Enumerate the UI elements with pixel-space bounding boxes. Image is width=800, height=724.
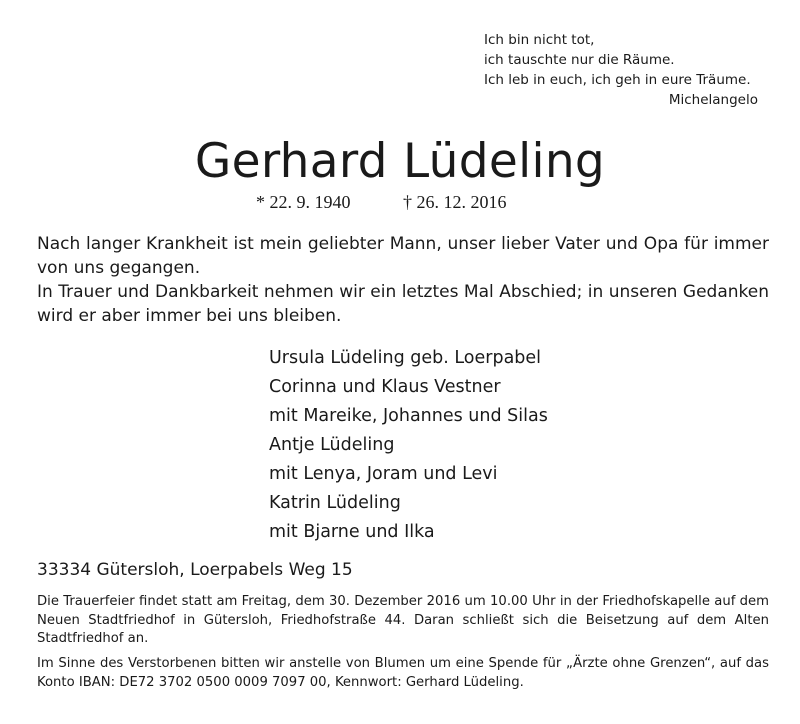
- life-dates: [256, 192, 507, 213]
- mourner-group: [269, 344, 548, 373]
- quote-author: Michelangelo: [668, 92, 758, 108]
- mourners-list: [269, 344, 548, 547]
- mourner-group: [269, 489, 548, 547]
- quote-line: Ich bin nicht tot,: [484, 32, 595, 48]
- announcement-text: [37, 232, 769, 328]
- quote-line: ich tauschte nur die Räume.: [484, 52, 675, 68]
- announcement-paragraph: Nach langer Krankheit ist mein geliebter Mann, unser lieber Vater und Opa für immer von uns gegangen.: [37, 234, 769, 278]
- death-date: † 26. 12. 2016: [403, 192, 507, 212]
- donation-info: Im Sinne des Verstorbenen bitten wir anstelle von Blumen um eine Spende für „Ärzte ohne Grenzen“, auf das Konto IBAN: DE72 3702 0500 0009 7097 00, Kennwort: Gerhard Lüdeling.: [37, 656, 769, 690]
- birth-date: * 22. 9. 1940: [256, 192, 351, 212]
- family-address: 33334 Gütersloh, Loerpabels Weg 15: [37, 560, 353, 580]
- mourner-name: Corinna und Klaus Vestner: [269, 377, 501, 397]
- quote-line: Ich leb in euch, ich geh in eure Träume.: [484, 72, 751, 88]
- mourner-name: Katrin Lüdeling: [269, 493, 401, 513]
- funeral-info: Die Trauerfeier findet statt am Freitag, dem 30. Dezember 2016 um 10.00 Uhr in der Friedhofskapelle auf dem Neuen Stadtfriedhof in Gütersloh, Friedhofstraße 44. Daran schließt sich die Beisetzung auf dem Alten Stadtfriedhof an.: [37, 594, 769, 646]
- deceased-name: Gerhard Lüdeling: [194, 134, 606, 189]
- mourner-children: mit Mareike, Johannes und Silas: [269, 406, 548, 426]
- mourner-group: [269, 373, 548, 431]
- mourner-name: Antje Lüdeling: [269, 435, 395, 455]
- mourner-name: Ursula Lüdeling geb. Loerpabel: [269, 348, 542, 368]
- mourner-children: mit Lenya, Joram und Levi: [269, 464, 498, 484]
- epigraph-quote: [484, 30, 774, 110]
- mourner-group: [269, 431, 548, 489]
- mourner-children: mit Bjarne und Ilka: [269, 522, 435, 542]
- announcement-paragraph: In Trauer und Dankbarkeit nehmen wir ein letztes Mal Abschied; in unseren Gedanken wird er aber immer bei uns bleiben.: [37, 282, 769, 326]
